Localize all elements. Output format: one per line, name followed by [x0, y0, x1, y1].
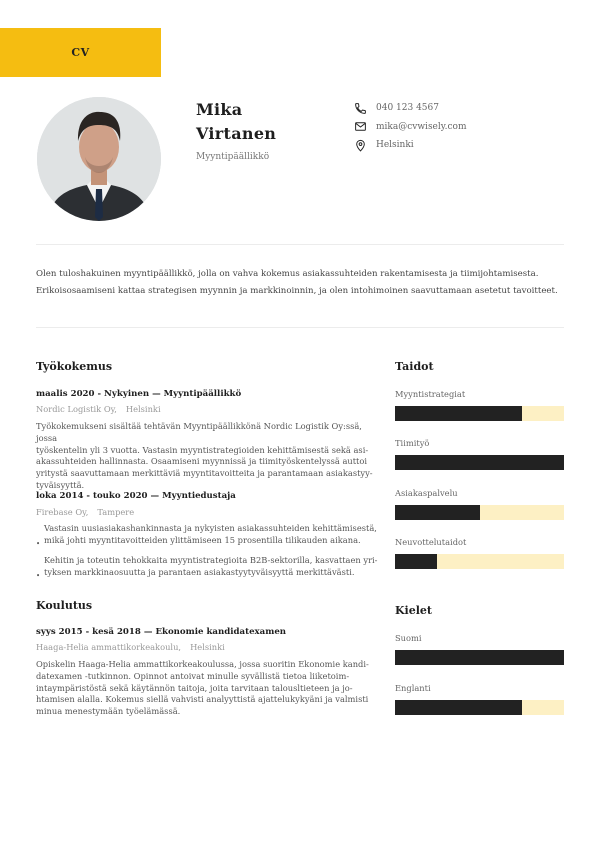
- experience-heading: Työkokemus: [36, 360, 113, 373]
- text-line: intaympäristöstä sekä käytännön taitoja, joita tarvitaan talousltieteen ja jo-: [36, 682, 353, 693]
- portrait-image: [37, 97, 161, 221]
- phone-icon: [354, 102, 367, 115]
- text-line: • Vastasin uusiasiakashankinnasta ja nykyisten asiakassuhteiden kehittämisestä,: [44, 523, 377, 533]
- contact-phone: [354, 99, 467, 118]
- skill-label: Tiimityö: [395, 438, 430, 448]
- job-location: Helsinki: [125, 404, 161, 414]
- language-label: Suomi: [395, 633, 422, 643]
- text-line: tyväisyyttä.: [36, 479, 85, 490]
- job-location: Tampere: [97, 507, 135, 517]
- profile-photo: [37, 97, 161, 221]
- text-line: työskentelin yli 3 vuotta. Vastasin myyntistrategioiden kehittämisestä sekä asi-: [36, 444, 369, 455]
- education-heading: Koulutus: [36, 599, 93, 612]
- skill-bar: [395, 554, 564, 569]
- education-description: [36, 659, 376, 718]
- skills-heading: Taidot: [395, 360, 434, 373]
- divider: [36, 327, 564, 328]
- text-line: yritystä saavuttamaan merkittäviä myyntitavoitteita ja parantamaan asiakastyy-: [36, 468, 373, 479]
- school-name: Haaga-Helia ammattikorkeakoulu,: [36, 642, 182, 652]
- text-line: htamisen alalla. Kokemus siellä vahvisti analyyttistä ajattelukykyäni ja valmisti: [36, 694, 369, 705]
- job-bullet: [36, 523, 378, 547]
- skill-bar-fill: [395, 455, 564, 470]
- mail-icon: [354, 120, 367, 133]
- language-bar: [395, 650, 564, 665]
- text-line: • Kehitin ja toteutin tehokkaita myyntistrategioita B2B-sektorilla, kasvattaen yri-: [44, 555, 378, 565]
- last-name: Virtanen: [196, 124, 277, 143]
- job-bullet: [36, 555, 378, 579]
- profile-summary: [36, 266, 566, 300]
- skill-bar-fill: [395, 554, 437, 569]
- summary-line: Olen tuloshakuinen myyntipäällikkö, jolla on vahva kokemus asiakassuhteiden rakentamisesta ja tiimijohtamisesta.: [36, 269, 539, 279]
- text-line: datexamen -tutkinnon. Opinnot antoivat minulle syvällistä tietoa liiketoim-: [36, 670, 350, 681]
- job-description-1: [36, 421, 376, 492]
- contact-list: [354, 99, 467, 155]
- language-label: Englanti: [395, 683, 431, 693]
- company-name: Firebase Oy,: [36, 507, 89, 517]
- languages-heading: Kielet: [395, 604, 432, 617]
- skill-bar-fill: [395, 406, 522, 421]
- skill-label: Neuvottelutaidot: [395, 537, 467, 547]
- language-bar: [395, 700, 564, 715]
- location-pin-icon: [354, 139, 367, 152]
- city: Helsinki: [376, 140, 414, 151]
- school-location: Helsinki: [190, 642, 225, 652]
- cv-badge: CV: [0, 28, 161, 77]
- job-title-2: loka 2014 - touko 2020 — Myyntiedustaja: [36, 491, 236, 501]
- job-employer-2: [36, 507, 134, 517]
- language-bar-fill: [395, 650, 564, 665]
- text-line: tyksen markkinaosuutta ja parantaen asiakastyytyväisyyttä merkittävästi.: [44, 566, 355, 577]
- skill-bar: [395, 406, 564, 421]
- contact-email: [354, 118, 467, 137]
- skill-bar-fill: [395, 505, 480, 520]
- skill-label: Myyntistrategiat: [395, 389, 466, 399]
- text-line: akassuhteiden hallinnasta. Osaamiseni myynnissä ja tiimityöskentelyssä auttoi: [36, 456, 368, 467]
- education-school: [36, 642, 225, 652]
- skill-bar: [395, 455, 564, 470]
- text-line: mikä johti myyntitavoitteiden ylittämiseen 15 prosentilla tilikauden aikana.: [44, 534, 361, 545]
- job-title-1: maalis 2020 - Nykyinen — Myyntipäällikkö: [36, 389, 242, 399]
- first-name: Mika: [196, 100, 243, 119]
- candidate-name: [196, 98, 276, 146]
- language-bar-fill: [395, 700, 522, 715]
- summary-line: Erikoisosaamiseni kattaa strategisen myynnin ja markkinoinnin, ja olen intohimoinen saavuttamaan asetetut tavoitteet.: [36, 286, 558, 296]
- skill-bar: [395, 505, 564, 520]
- text-line: Opiskelin Haaga-Helia ammattikorkeakoulussa, jossa suoritin Ekonomie kandi-: [36, 659, 369, 669]
- contact-location: [354, 136, 467, 155]
- email-address[interactable]: mika@cvwisely.com: [376, 121, 467, 132]
- skill-label: Asiakaspalvelu: [395, 488, 458, 498]
- phone-number: 040 123 4567: [376, 103, 439, 114]
- education-title: syys 2015 - kesä 2018 — Ekonomie kandidatexamen: [36, 627, 287, 637]
- job-employer-1: [36, 404, 161, 414]
- text-line: Työkokemukseni sisältää tehtävän Myyntipäällikkönä Nordic Logistik Oy:ssä, jossa: [36, 421, 362, 443]
- text-line: minua menestymään työelämässä.: [36, 706, 181, 717]
- job-title: Myyntipäällikkö: [196, 152, 270, 162]
- divider: [36, 244, 564, 245]
- company-name: Nordic Logistik Oy,: [36, 404, 117, 414]
